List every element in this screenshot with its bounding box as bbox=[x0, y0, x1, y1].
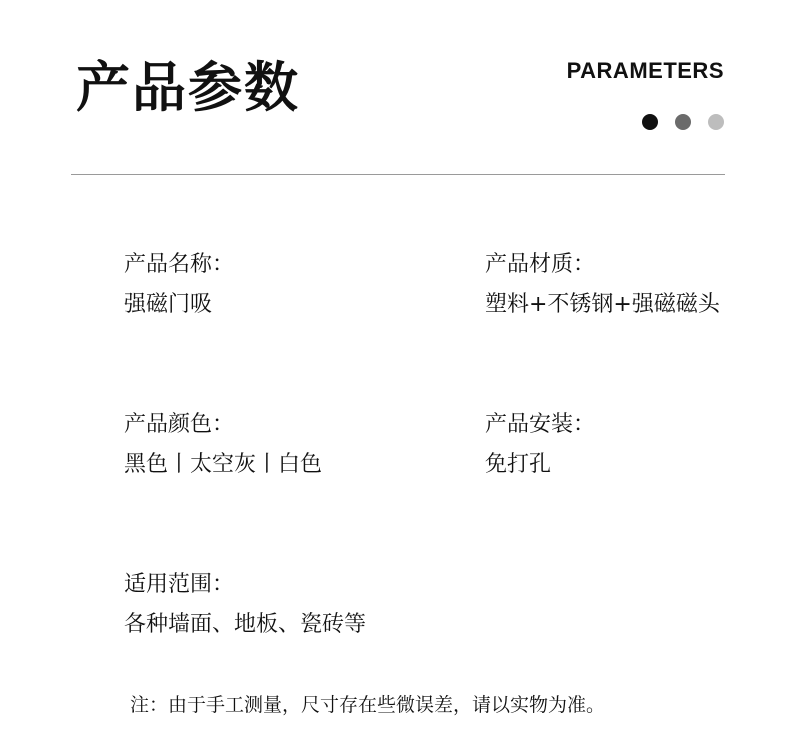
param-value: 免打孔 bbox=[485, 452, 552, 477]
param-material bbox=[485, 250, 720, 320]
page-subtitle: PARAMETERS bbox=[566, 58, 724, 83]
param-label: 适用范围： bbox=[124, 572, 235, 597]
dot-icon bbox=[708, 114, 724, 130]
header-divider bbox=[71, 174, 725, 175]
param-value: 强磁门吸 bbox=[124, 292, 213, 317]
param-label: 产品安装： bbox=[485, 412, 596, 437]
param-color bbox=[124, 410, 322, 480]
page-title: 产品参数 bbox=[76, 56, 300, 119]
param-label: 产品颜色： bbox=[124, 412, 235, 437]
decorative-dots bbox=[642, 114, 724, 130]
param-value: 黑色丨太空灰丨白色 bbox=[124, 452, 323, 477]
measurement-note: 注：由于手工测量，尺寸存在些微误差，请以实物为准。 bbox=[130, 694, 606, 716]
param-install bbox=[485, 410, 595, 480]
param-scope bbox=[124, 570, 366, 640]
dot-icon bbox=[675, 114, 691, 130]
param-label: 产品名称： bbox=[124, 252, 235, 277]
dot-icon bbox=[642, 114, 658, 130]
param-label: 产品材质： bbox=[485, 252, 596, 277]
param-value: 各种墙面、地板、瓷砖等 bbox=[124, 612, 367, 637]
param-value: 塑料+不锈钢+强磁磁头 bbox=[485, 292, 720, 317]
param-product-name bbox=[124, 250, 234, 320]
